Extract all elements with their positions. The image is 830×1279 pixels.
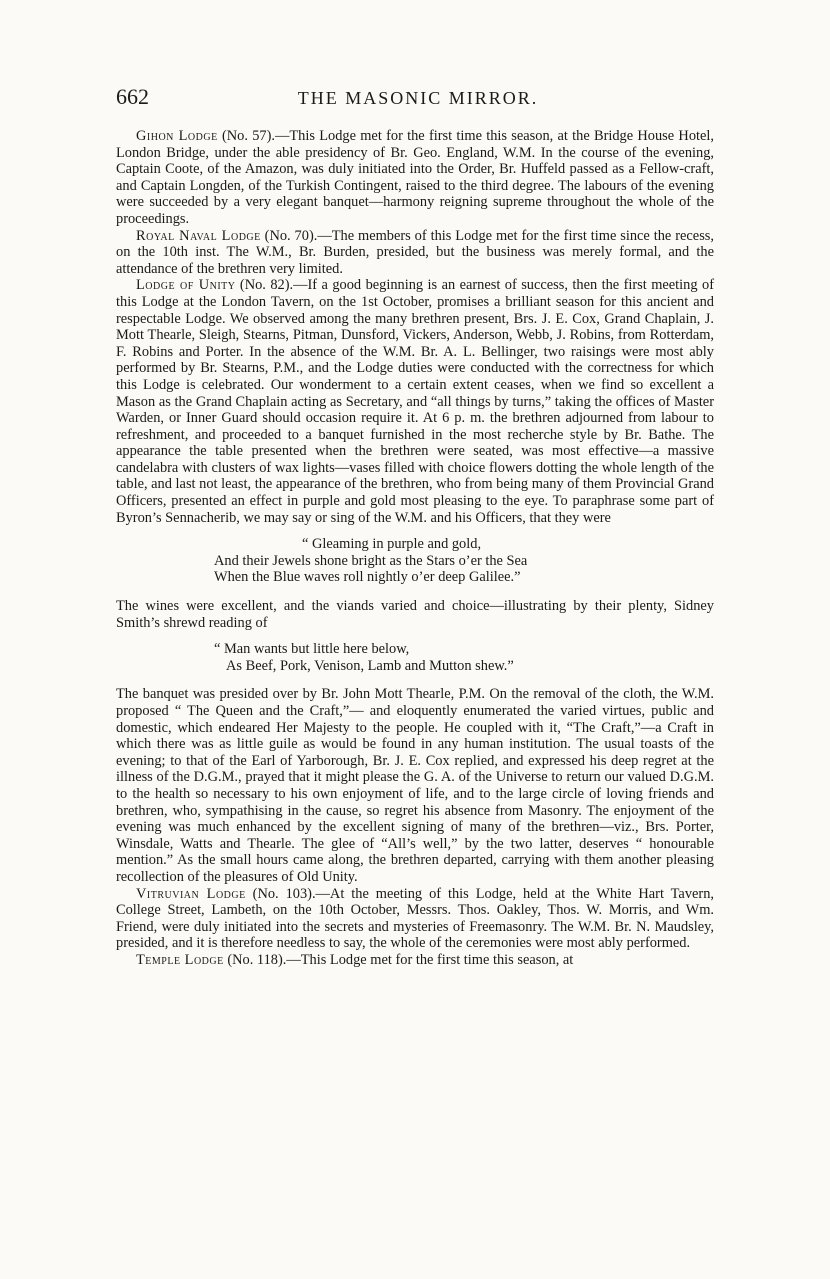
paragraph-lodge-of-unity [116, 277, 714, 526]
verse-line: “ Gleaming in purple and gold, [302, 536, 482, 553]
paragraph-royal-naval-lodge [116, 228, 714, 278]
verse-line: And their Jewels shone bright as the Stars o’er the Sea [214, 552, 528, 569]
paragraph-temple-lodge [116, 952, 714, 969]
page-header [116, 84, 720, 116]
page-number: 662 [116, 84, 149, 109]
paragraph-text: (No. 103).—At the meeting of this Lodge, held at the White Hart Tavern, College Street, Lambeth, on the 10th October, Messrs. Thos. Oakley, Thos. W. Morris, and Wm. Friend, were duly initiated into the secrets and mysteries of Freemasonry. The W.M. Br. N. Maudsley, presided, and it is therefore needless to say, the whole of the ceremonies were most ably performed. [116, 885, 714, 952]
verse-quotation-smith [116, 641, 714, 674]
lodge-name: Temple Lodge [136, 951, 224, 968]
paragraph-text: (No. 57).—This Lodge met for the first time this season, at the Bridge House Hotel, London Bridge, under the able presidency of Br. Geo. England, W.M. In the course of the evening, Captain Coote, of the Amazon, was duly initiated into the Order, Br. Huffeld passed as a Fellow-craft, and Captain Longden, of the Turkish Contingent, raised to the third degree. The labours of the evening were succeeded by a very elegant banquet—harmony reigning supreme throughout the whole of the proceedings. [116, 128, 714, 227]
paragraph-text: (No. 118).—This Lodge met for the first time this season, at [223, 951, 574, 968]
paragraph-text: (No. 70).—The members of this Lodge met for the first time since the recess, on the 10th inst. The W.M., Br. Burden, presided, but the business was merely formal, and the attendance of the brethren very limited. [116, 227, 714, 277]
lodge-name: Gihon Lodge [136, 128, 218, 144]
verse-line: When the Blue waves roll nightly o’er deep Galilee.” [214, 569, 521, 586]
lodge-name: Royal Naval Lodge [136, 227, 261, 244]
running-title: THE MASONIC MIRROR. [297, 88, 539, 108]
lodge-name: Lodge of Unity [136, 277, 236, 294]
article-body [116, 128, 714, 969]
paragraph-text: (No. 82).—If a good beginning is an earnest of success, then the first meeting of this Lodge at the London Tavern, on the 1st October, promises a brilliant season for this ancient and respectable Lodge. We observed among the many brethren present, Brs. J. E. Cox, Grand Chaplain, J. Mott Thearle, Sleigh, Stearns, Pitman, Dunsford, Vickers, Anderson, Webb, J. Robins, from Rotterdam, F. Robins and Porter. In the absence of the W.M. Br. A. L. Bellinger, two raisings were most ably performed by Br. Stearns, P.M., and the Lodge duties were conducted with the correctness for which this Lodge is celebrated. Our wonderment to a certain extent ceases, when we find so excellent a Mason as the Grand Chaplain acting as Secretary, and “all things by turns,” taking the offices of Master Warden, or Inner Guard should occasion require it. At 6 p. m. the brethren adjourned from labour to refreshment, and proceeded to a banquet furnished in the most recherche style by Br. Bathe. The appearance the table presented when the brethren were seated, was most effective—a massive candelabra with clusters of wax lights—vases filled with choice flowers dotting the whole length of the table, and last not least, the appearance of the brethren, who from being many of them Provincial Grand Officers, presented an effect in purple and gold most pleasing to the eye. To paraphrase some part of Byron’s Sennacherib, we may say or sing of the W.M. and his Officers, that they were [116, 277, 714, 526]
paragraph-gihon-lodge [116, 128, 714, 228]
verse-line: As Beef, Pork, Venison, Lamb and Mutton shew.” [226, 657, 514, 674]
lodge-name: Vitruvian Lodge [136, 885, 246, 902]
paragraph-wines: The wines were excellent, and the viands varied and choice—illustrating by their plenty, Sidney Smith’s shrewd reading of [116, 598, 714, 631]
paragraph-vitruvian-lodge [116, 886, 714, 952]
paragraph-banquet: The banquet was presided over by Br. John Mott Thearle, P.M. On the removal of the cloth, the W.M. proposed “ The Queen and the Craft,”— and eloquently enumerated the varied virtues, public and domestic, which endeared Her Majesty to the people. He coupled with it, “The Craft,”—a Craft in which there was as little guile as would be found in any human institution. The usual toasts of the evening; to that of the Earl of Yarborough, Br. J. E. Cox replied, and expressed his deep regret at the illness of the D.G.M., prayed that it might please the G. A. of the Universe to return our valued D.G.M. to the health so necessary to his own enjoyment of life, and to the large circle of loving friends and brethren, who, sympathising in the cause, so regret his absence from Masonry. The enjoyment of the evening was much enhanced by the excellent signing of many of the brethren—viz., Brs. Porter, Winsdale, Watts and Thearle. The glee of “All’s well,” by the two latter, deserves “ honourable mention.” As the small hours came along, the brethren departed, carrying with them another pleasing recollection of the pleasures of Old Unity. [116, 686, 714, 885]
verse-line: “ Man wants but little here below, [214, 641, 410, 658]
verse-quotation-byron [116, 536, 714, 586]
